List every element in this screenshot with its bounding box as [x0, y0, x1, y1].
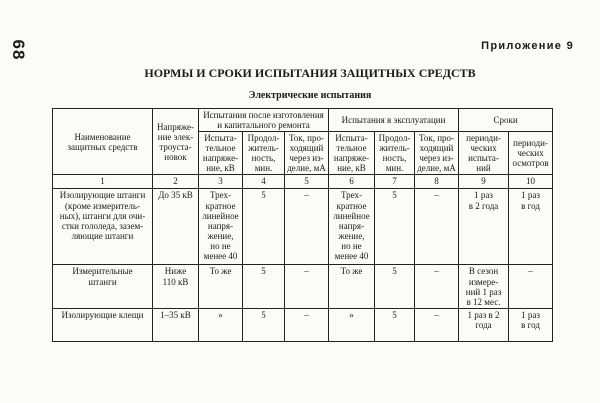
page-number: 68 [9, 39, 28, 61]
periodic-inspection-term: – [509, 265, 553, 308]
installation-voltage: 1–35 кВ [153, 308, 199, 341]
periodic-test-term: В сезон измере- ний 1 раз в 12 мес. [459, 265, 509, 308]
operation-test-duration: 5 [375, 189, 415, 265]
test-voltage: » [199, 308, 243, 341]
header-group-manufacture: Испытания после изготовления и капитального ремонта [199, 109, 329, 132]
header-periodic-tests: периоди- ческих испыта- ний [459, 132, 509, 175]
test-voltage: То же [199, 265, 243, 308]
column-number: 7 [375, 175, 415, 189]
installation-voltage: До 35 кВ [153, 189, 199, 265]
operation-test-duration: 5 [375, 265, 415, 308]
header-duration: Продол- житель- ность, мин. [243, 132, 285, 175]
test-voltage: Трех- кратное линейное напря- жение, но не менее 40 [199, 189, 243, 265]
header-periodic-inspections: периоди- ческих осмотров [509, 132, 553, 175]
test-current: – [285, 265, 329, 308]
protective-means-name: Изолирующие штанги (кроме измеритель- ных), штанги для очи- стки гололеда, зазем- ляющие штанги [53, 189, 153, 265]
test-duration: 5 [243, 265, 285, 308]
installation-voltage: Ниже 110 кВ [153, 265, 199, 308]
column-number: 3 [199, 175, 243, 189]
operation-test-current: – [415, 189, 459, 265]
table-row [53, 189, 553, 265]
operation-test-voltage: » [329, 308, 375, 341]
operation-test-duration: 5 [375, 308, 415, 341]
table-row [53, 265, 553, 308]
test-current: – [285, 189, 329, 265]
operation-test-current: – [415, 308, 459, 341]
operation-test-voltage: Трех- кратное линейное напря- жение, но не менее 40 [329, 189, 375, 265]
periodic-test-term: 1 раз в 2 года [459, 189, 509, 265]
column-number: 6 [329, 175, 375, 189]
header-name: Наименование защитных средств [53, 109, 153, 175]
header-group-operation: Испытания в эксплуатации [329, 109, 459, 132]
operation-test-current: – [415, 265, 459, 308]
column-number: 1 [53, 175, 153, 189]
protective-means-name: Изолирующие клещи [53, 308, 153, 341]
periodic-test-term: 1 раз в 2 года [459, 308, 509, 341]
test-duration: 5 [243, 308, 285, 341]
column-number: 2 [153, 175, 199, 189]
appendix-label: Приложение 9 [481, 40, 574, 52]
section-subtitle: Электрические испытания [248, 90, 372, 101]
header-current: Ток, про- ходящий через из- делие, мА [285, 132, 329, 175]
column-number: 9 [459, 175, 509, 189]
column-number: 4 [243, 175, 285, 189]
header-group-terms: Сроки [459, 109, 553, 132]
column-number-row [53, 175, 553, 189]
norms-table [52, 108, 553, 342]
header-test-voltage: Испыта- тельное напряже- ние, кВ [199, 132, 243, 175]
page-title: НОРМЫ И СРОКИ ИСПЫТАНИЯ ЗАЩИТНЫХ СРЕДСТВ [144, 66, 476, 80]
header-test-voltage-operation: Испыта- тельное напряже- ние, кВ [329, 132, 375, 175]
header-duration-operation: Продол- житель- ность, мин. [375, 132, 415, 175]
periodic-inspection-term: 1 раз в год [509, 189, 553, 265]
column-number: 10 [509, 175, 553, 189]
test-duration: 5 [243, 189, 285, 265]
column-number: 8 [415, 175, 459, 189]
table-row [53, 308, 553, 341]
test-current: – [285, 308, 329, 341]
header-current-operation: Ток, про- ходящий через из- делие, мА [415, 132, 459, 175]
column-number: 5 [285, 175, 329, 189]
header-voltage: Напряже- ние элек- троуста- новок [153, 109, 199, 175]
protective-means-name: Измерительные штанги [53, 265, 153, 308]
periodic-inspection-term: 1 раз в год [509, 308, 553, 341]
operation-test-voltage: То же [329, 265, 375, 308]
